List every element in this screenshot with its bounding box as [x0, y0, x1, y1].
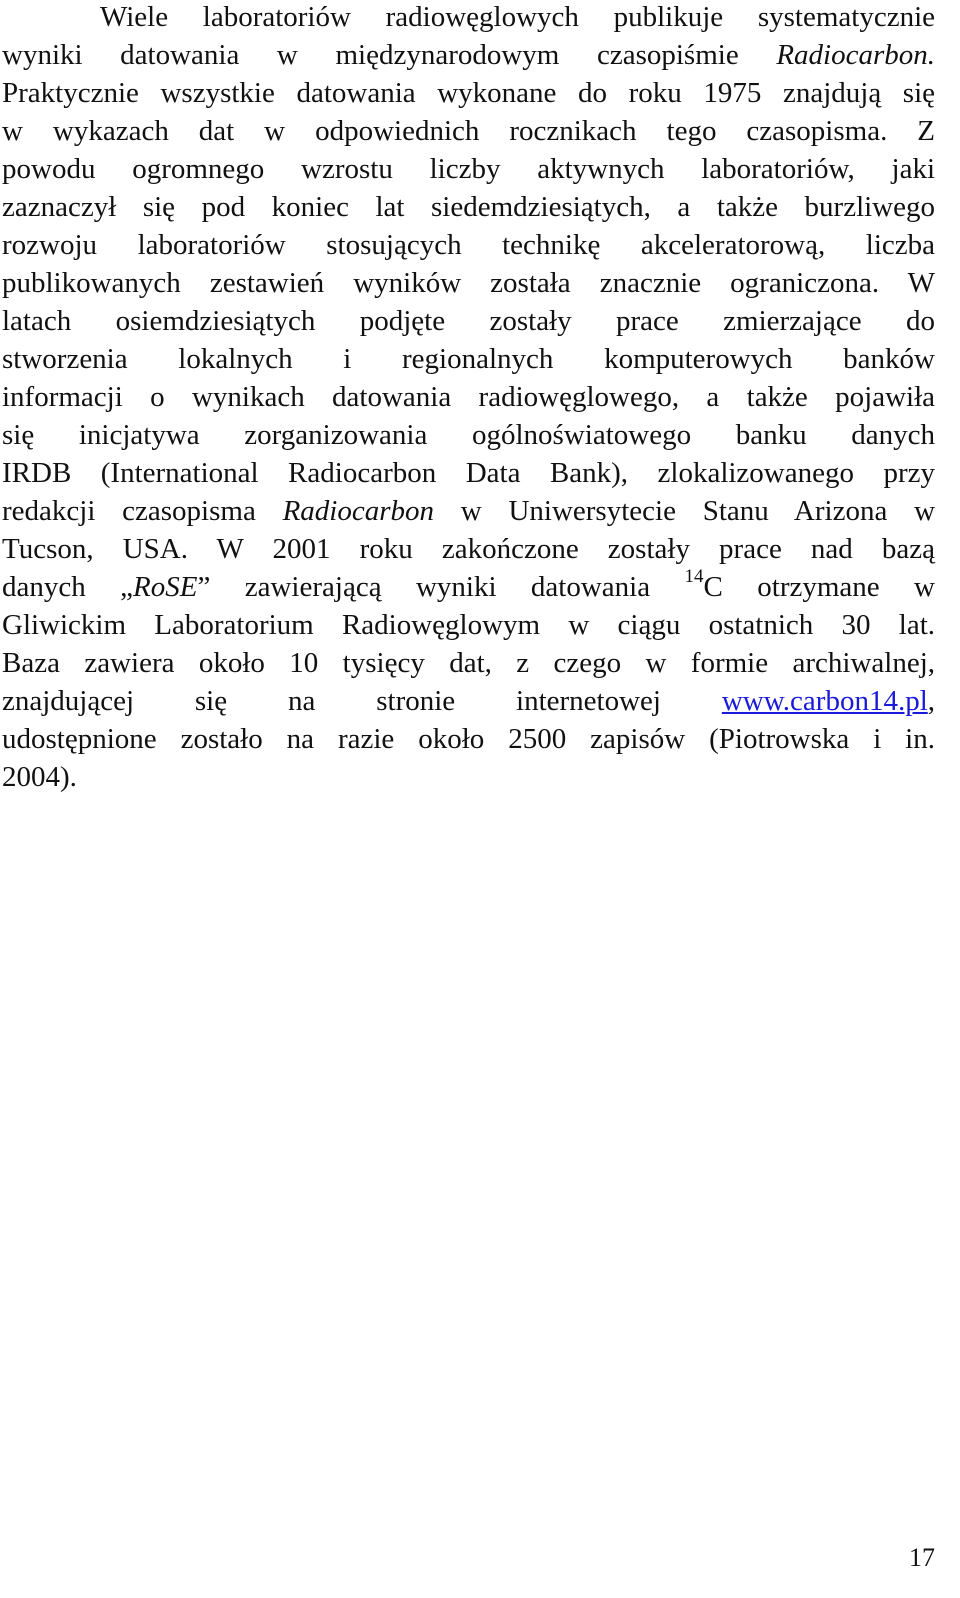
- text-line: [2, 568, 935, 606]
- text-line: [2, 188, 935, 226]
- text-line: [2, 416, 935, 454]
- text-segment: rozwoju laboratoriów stosujących technikę akceleratorową, liczba: [2, 229, 935, 261]
- text-line: [2, 226, 935, 264]
- text-segment: C otrzymane w: [703, 571, 935, 603]
- text-line: [2, 378, 935, 416]
- text-line: [2, 758, 935, 796]
- text-segment: wyniki datowania w międzynarodowym czasopiśmie: [2, 39, 777, 71]
- text-segment: Wiele laboratoriów radiowęglowych publikuje systematycznie: [100, 1, 935, 33]
- text-segment: w wykazach dat w odpowiednich rocznikach tego czasopisma. Z: [2, 115, 935, 147]
- website-link[interactable]: www.carbon14.pl: [721, 685, 928, 717]
- text-segment: stworzenia lokalnych i regionalnych komputerowych banków: [2, 343, 935, 375]
- text-line: [2, 150, 935, 188]
- text-line: [2, 74, 935, 112]
- text-segment: latach osiemdziesiątych podjęte zostały prace zmierzające do: [2, 305, 935, 337]
- text-line: [2, 112, 935, 150]
- text-segment: Gliwickim Laboratorium Radiowęglowym w ciągu ostatnich 30 lat.: [2, 609, 935, 641]
- text-segment: Baza zawiera około 10 tysięcy dat, z czego w formie archiwalnej,: [2, 647, 935, 679]
- text-segment: informacji o wynikach datowania radiowęglowego, a także pojawiła: [2, 381, 935, 413]
- text-segment: ” zawierającą wyniki datowania: [197, 571, 685, 603]
- text-line: [2, 264, 935, 302]
- text-segment: redakcji czasopisma: [2, 495, 283, 527]
- text-line: [2, 340, 935, 378]
- text-segment: IRDB (International Radiocarbon Data Bank), zlokalizowanego przy: [2, 457, 935, 489]
- text-line: [2, 454, 935, 492]
- text-segment: zaznaczył się pod koniec lat siedemdziesiątych, a także burzliwego: [2, 191, 935, 223]
- text-segment: Tucson, USA. W 2001 roku zakończone zostały prace nad bazą: [2, 533, 935, 565]
- text-line: [2, 606, 935, 644]
- italic-text: RoSE: [133, 571, 198, 603]
- text-segment: danych „: [2, 571, 134, 603]
- text-segment: znajdującej się na stronie internetowej: [2, 685, 722, 717]
- page-number: 17: [909, 1543, 935, 1572]
- text-segment: w Uniwersytecie Stanu Arizona w: [434, 495, 936, 527]
- italic-text: Radiocarbon: [282, 495, 435, 527]
- italic-text: Radiocarbon.: [776, 39, 935, 71]
- text-line: [2, 644, 935, 682]
- text-segment: Praktycznie wszystkie datowania wykonane do roku 1975 znajdują się: [2, 77, 935, 109]
- text-segment: publikowanych zestawień wyników została znacznie ograniczona. W: [2, 267, 935, 299]
- text-segment: udostępnione zostało na razie około 2500 zapisów (Piotrowska i in.: [2, 723, 935, 755]
- text-line: [2, 492, 935, 530]
- text-line: [2, 0, 935, 36]
- text-segment: ,: [927, 685, 935, 717]
- text-line: [2, 36, 935, 74]
- text-line: [2, 302, 935, 340]
- body-paragraph: [2, 0, 935, 796]
- text-segment: 2004).: [2, 761, 77, 793]
- text-line: [2, 530, 935, 568]
- text-segment: się inicjatywa zorganizowania ogólnoświatowego banku danych: [2, 419, 935, 451]
- text-segment: powodu ogromnego wzrostu liczby aktywnych laboratoriów, jaki: [2, 153, 935, 185]
- text-line: [2, 682, 935, 720]
- text-line: [2, 720, 935, 758]
- superscript: 14: [684, 566, 704, 587]
